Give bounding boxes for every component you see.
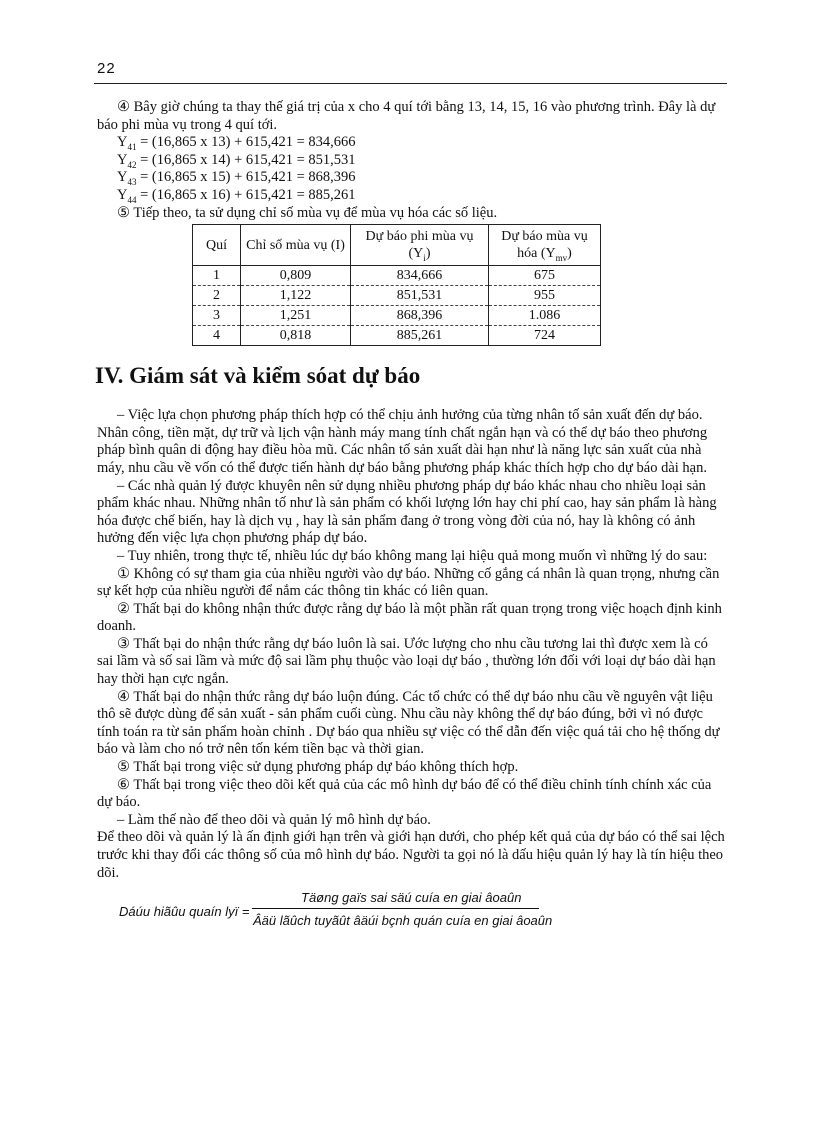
section-heading: IV. Giám sát và kiểm sóat dự báo xyxy=(95,363,421,389)
cell-non-seasonal: 834,666 xyxy=(351,266,489,286)
table-row xyxy=(193,306,601,326)
reason-5: ⑤ Thất bại trong việc sử dụng phương pháp dự báo không thích hợp. xyxy=(117,759,519,776)
cell-quarter: 1 xyxy=(193,266,241,286)
header-rule xyxy=(94,83,727,84)
equation-y43: $Y_{43} = (16,865$ x 15) + 615,421 = 868,396 xyxy=(117,169,356,188)
paragraph-multiple-methods: – Các nhà quản lý được khuyên nên sử dụng nhiều phương pháp dự báo khác nhau cho nhiều loại sản phẩm khác nhau. Những nhân tố như là sản phẩm có khối lượng lớn hay chi phí cao, hay sản phẩm là hàng hóa được chế biến, hay là dịch vụ , hay là sản phẩm đang ở trong vòng đời của nó, hay là không có ảnh hưởng đến việc lựa chọn phương pháp dự báo. xyxy=(97,477,717,547)
cell-index: 0,818 xyxy=(241,326,351,346)
reason-4: ④ Thất bại do nhận thức rằng dự báo luộn đúng. Các tổ chức có thể dự báo nhu cầu về nguyên vật liệu thô sẽ được dùng để sản xuất - sản phẩm cuối cùng. Nhu cầu này không thể dự báo đúng, bởi vì nó được tính toán ra từ sản phẩm hoàn chỉnh . Dự báo qua nhiều sự việc có thể dẫn đến việc quá tải cho hệ thống dự báo và làm cho nó trở nên tốn kém tiền bạc và thời gian. xyxy=(97,688,720,758)
reason-2: ② Thất bại do không nhận thức được rằng dự báo là một phần rất quan trọng trong việc hoạch định kinh doanh. xyxy=(97,600,722,635)
cell-seasonalized: 675 xyxy=(489,266,601,286)
page-number: 22 xyxy=(97,60,116,77)
reason-3: ③ Thất bại do nhận thức rằng dự báo luôn là sai. Ước lượng cho nhu cầu tương lai thì được xem là có sai lầm và số sai lầm và mức độ sai lầm phụ thuộc vào loại dự báo , thường lớn đối với loại dự báo dài hạn hay thời hạn cực ngắn. xyxy=(97,635,716,688)
equation-y41: $Y_{41} = (16,865$ x 13) + 615,421 = 834,666 xyxy=(117,134,356,153)
header-quarter: Quí xyxy=(193,225,241,266)
table-row xyxy=(193,326,601,346)
cell-quarter: 3 xyxy=(193,306,241,326)
cell-seasonalized: 724 xyxy=(489,326,601,346)
formula-lhs: Dáúu hiãûu quaín lyï = xyxy=(119,904,250,920)
page-content xyxy=(97,99,725,934)
reason-1: ① Không có sự tham gia của nhiều người vào dự báo. Những cố gắng cá nhân là quan trọng, nhưng cần sự kết hợp của nhiều người để nắm các thông tin khác có liên quan. xyxy=(97,565,720,600)
table-header-row xyxy=(193,225,601,266)
paragraph-tracking-signal: Để theo dõi và quản lý là ấn định giới hạn trên và giới hạn dưới, cho phép kết quả của dự báo có thể sai lệch trước khi thay đổi các thông số của mô hình dự báo. Người ta gọi nó là dấu hiệu quản lý hay là tín hiệu theo dõi. xyxy=(97,829,725,881)
cell-quarter: 2 xyxy=(193,286,241,306)
formula-denominator: Âäü lãûch tuyãût âäúi bçnh quán cuía en giai âoaûn xyxy=(253,913,553,929)
header-seasonalized-forecast: Dự báo mùa vụ hóa $(Y_{mv})$ xyxy=(489,225,601,266)
paragraph-reasons-intro: – Tuy nhiên, trong thực tế, nhiều lúc dự báo không mang lại hiệu quả mong muốn vì những lý do sau: xyxy=(117,547,708,564)
cell-non-seasonal: 851,531 xyxy=(351,286,489,306)
paragraph-method-selection: – Việc lựa chọn phương pháp thích hợp có thể chịu ảnh hưởng của từng nhân tố sản xuất đến dự báo. Nhân công, tiền mặt, dự trữ và lịch vận hành máy mang tính chất ngắn hạn và có thể dự báo theo phương pháp bình quân di động hay điều hòa mũ. Các nhân tố sản xuất dài hạn như là năng lực sản xuất của nhà máy, nhu cầu về vốn có thể được tiến hành dự báo bằng phương pháp khác thích hợp cho dự báo dài hạn. xyxy=(97,407,708,476)
table-row xyxy=(193,266,601,286)
cell-index: 1,122 xyxy=(241,286,351,306)
cell-seasonalized: 1.086 xyxy=(489,306,601,326)
cell-index: 1,251 xyxy=(241,306,351,326)
cell-index: 0,809 xyxy=(241,266,351,286)
table-row xyxy=(193,286,601,306)
header-non-seasonal-forecast: Dự báo phi mùa vụ $(Y_i)$ xyxy=(351,225,489,266)
step-4-text: ④ Bây giờ chúng ta thay thế giá trị của x cho 4 quí tới bằng 13, 14, 15, 16 vào phương trình. Đây là dự báo phi mùa vụ trong 4 quí tới. xyxy=(97,99,716,133)
equation-y44: $Y_{44} = (16,865$ x 16) + 615,421 = 885,261 xyxy=(117,186,356,205)
cell-seasonalized: 955 xyxy=(489,286,601,306)
formula-numerator: Täøng gaïs sai säú cuía en giai âoaûn xyxy=(301,890,522,906)
header-seasonal-index: Chỉ số mùa vụ (I) xyxy=(241,225,351,266)
seasonal-forecast-table xyxy=(192,224,601,346)
fraction-bar xyxy=(252,908,539,909)
step-5-text: ⑤ Tiếp theo, ta sử dụng chỉ số mùa vụ để mùa vụ hóa các số liệu. xyxy=(117,204,498,221)
cell-non-seasonal: 885,261 xyxy=(351,326,489,346)
tracking-signal-formula xyxy=(97,886,725,934)
cell-quarter: 4 xyxy=(193,326,241,346)
cell-non-seasonal: 868,396 xyxy=(351,306,489,326)
paragraph-how-to-monitor: – Làm thế nào để theo dõi và quản lý mô hình dự báo. xyxy=(117,811,431,828)
reason-6: ⑥ Thất bại trong việc theo dõi kết quả của các mô hình dự báo để có thể điều chỉnh tính chính xác của dự báo. xyxy=(97,776,712,811)
equation-y42: $Y_{42} = (16,865$ x 14) + 615,421 = 851,531 xyxy=(117,151,356,170)
